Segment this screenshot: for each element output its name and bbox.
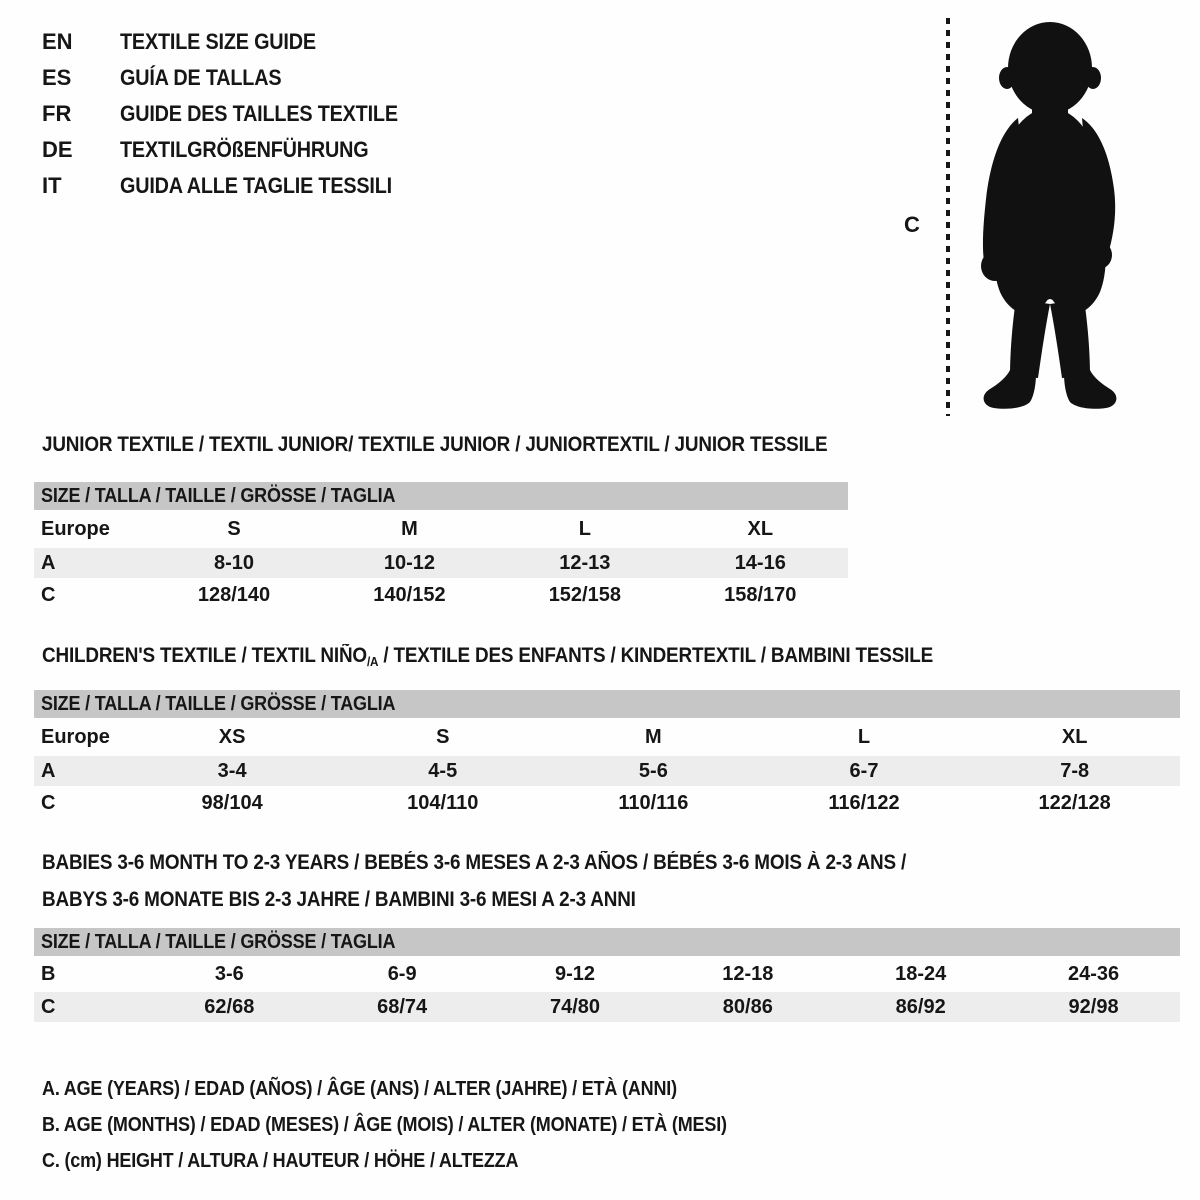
cell-value: 110/116 [618, 791, 689, 814]
height-measure-dashed-line [946, 18, 950, 416]
table-row [34, 756, 1180, 786]
legend-age-years: A. AGE (YEARS) / EDAD (AÑOS) / ÂGE (ANS) / ALTER (JAHRE) / ETÀ (ANNI) [42, 1078, 677, 1100]
guide-title: GUIDE DES TAILLES TEXTILE [120, 101, 398, 126]
toddler-silhouette-icon [962, 14, 1138, 418]
size-col-header: L [578, 517, 591, 540]
cell-value: 3-6 [214, 962, 244, 985]
cell-value: 24-36 [1067, 962, 1120, 985]
lang-code: DE [42, 137, 73, 162]
table-row [34, 786, 1180, 820]
row-label: B [41, 962, 56, 985]
lang-code: FR [42, 101, 72, 126]
guide-title: TEXTILE SIZE GUIDE [120, 29, 316, 54]
row-label: C [41, 791, 56, 814]
cell-value: 68/74 [377, 995, 428, 1018]
cell-value: 104/110 [407, 791, 479, 814]
cell-value: 86/92 [895, 995, 946, 1018]
size-col-header: XL [1061, 725, 1088, 748]
size-col-header: S [436, 725, 450, 748]
cell-value: 62/68 [204, 995, 255, 1018]
cell-value: 4-5 [428, 759, 458, 782]
cell-value: 6-9 [387, 962, 417, 985]
junior-size-table [34, 510, 848, 612]
size-col-header: XL [747, 517, 774, 540]
babies-section-title-line1: BABIES 3-6 MONTH TO 2-3 YEARS / BEBÉS 3-6 MESES A 2-3 AÑOS / BÉBÉS 3-6 MOIS À 2-3 ANS / [42, 851, 907, 874]
region-label: Europe [41, 725, 110, 748]
cell-value: 74/80 [549, 995, 601, 1018]
cell-value: 5-6 [638, 759, 668, 782]
cell-value: 92/98 [1068, 995, 1119, 1018]
legend-height-cm: C. (cm) HEIGHT / ALTURA / HAUTEUR / HÖHE / ALTEZZA [42, 1150, 519, 1172]
cell-value: 12-13 [559, 551, 611, 574]
table-row [34, 718, 1180, 756]
cell-value: 18-24 [895, 962, 947, 985]
cell-value: 152/158 [548, 583, 621, 606]
children-size-header: SIZE / TALLA / TAILLE / GRÖSSE / TAGLIA [34, 690, 1180, 718]
table-row [34, 992, 1180, 1022]
lang-row-fr [42, 96, 429, 132]
nino-a-subscript: /A [366, 654, 379, 669]
lang-row-en [42, 24, 429, 60]
babies-size-header: SIZE / TALLA / TAILLE / GRÖSSE / TAGLIA [34, 928, 1180, 956]
cell-value: 3-4 [217, 759, 247, 782]
table-row [34, 510, 848, 548]
size-col-header: XS [218, 725, 246, 748]
lang-code: EN [42, 29, 73, 54]
size-col-header: L [857, 725, 871, 748]
cell-value: 14-16 [734, 551, 786, 574]
babies-section-title-line2: BABYS 3-6 MONATE BIS 2-3 JAHRE / BAMBINI 3-6 MESI A 2-3 ANNI [42, 888, 636, 911]
babies-size-table [34, 956, 1180, 1022]
table-row [34, 578, 848, 612]
guide-title: GUÍA DE TALLAS [120, 65, 282, 90]
lang-row-de [42, 132, 429, 168]
lang-code: IT [42, 173, 62, 198]
cell-value: 10-12 [383, 551, 436, 574]
cell-value: 9-12 [554, 962, 595, 985]
cell-value: 80/86 [722, 995, 773, 1018]
size-col-header: S [227, 517, 241, 540]
cell-value: 12-18 [722, 962, 774, 985]
language-header [42, 24, 429, 204]
row-label: A [41, 551, 56, 574]
guide-title: TEXTILGRÖßENFÜHRUNG [120, 137, 369, 162]
cell-value: 158/170 [724, 583, 797, 606]
legend-age-months: B. AGE (MONTHS) / EDAD (MESES) / ÂGE (MOIS) / ALTER (MONATE) / ETÀ (MESI) [42, 1114, 727, 1136]
row-label: C [41, 583, 56, 606]
cell-value: 98/104 [201, 791, 263, 814]
lang-row-es [42, 60, 429, 96]
lang-code: ES [42, 65, 72, 90]
cell-value: 7-8 [1060, 759, 1090, 782]
region-label: Europe [41, 517, 110, 540]
guide-title: GUIDA ALLE TAGLIE TESSILI [120, 173, 392, 198]
cell-value: 140/152 [373, 583, 446, 606]
cell-value: 122/128 [1038, 791, 1111, 814]
height-measure-label: C [904, 212, 920, 237]
row-label: C [41, 995, 56, 1018]
cell-value: 6-7 [849, 759, 879, 782]
junior-size-header: SIZE / TALLA / TAILLE / GRÖSSE / TAGLIA [34, 482, 848, 510]
cell-value: 8-10 [214, 551, 255, 574]
cell-value: 116/122 [828, 791, 900, 814]
row-label: A [41, 759, 56, 782]
lang-row-it [42, 168, 429, 204]
children-size-table [34, 718, 1180, 820]
size-col-header: M [645, 725, 662, 748]
junior-section-title: JUNIOR TEXTILE / TEXTIL JUNIOR/ TEXTILE JUNIOR / JUNIORTEXTIL / JUNIOR TESSILE [42, 433, 828, 456]
cell-value: 128/140 [197, 583, 271, 606]
size-col-header: M [401, 517, 418, 540]
table-row [34, 956, 1180, 992]
table-row [34, 548, 848, 578]
children-section-title: CHILDREN'S TEXTILE / TEXTIL NIÑO/A / TEXTILE DES ENFANTS / KINDERTEXTIL / BAMBINI TESSILE [42, 644, 934, 669]
